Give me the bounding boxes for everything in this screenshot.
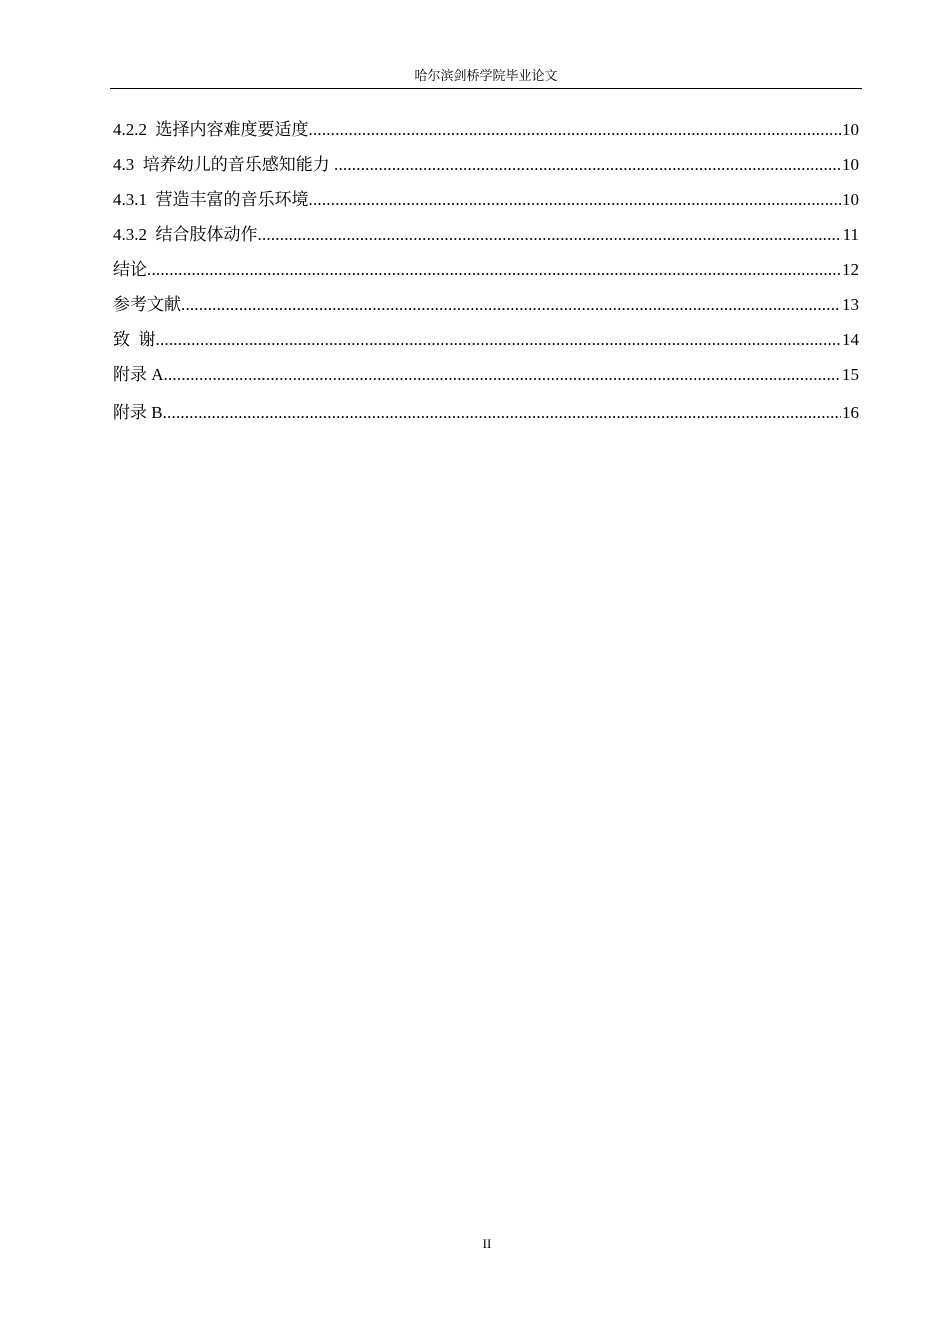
toc-entry-page: 13 (842, 295, 859, 314)
toc-entry-4-3-1[interactable] (113, 186, 859, 221)
toc-entry-title: 4.2.2 选择内容难度要适度 (113, 120, 309, 139)
toc-dot-leader (181, 291, 841, 319)
toc-entry-4-3-2[interactable] (113, 221, 859, 256)
toc-entry-title: 结论 (113, 260, 147, 279)
toc-entry-acknowledgements[interactable] (113, 326, 859, 361)
toc-entry-appendix-b[interactable] (113, 399, 859, 434)
toc-entry-conclusion[interactable] (113, 256, 859, 291)
toc-dot-leader (334, 151, 841, 179)
toc-entry-page: 10 (842, 120, 859, 139)
running-header: 哈尔滨剑桥学院毕业论文 (414, 68, 558, 83)
toc-dot-leader (258, 221, 842, 249)
toc-entry-title: 附录 B (113, 403, 163, 422)
toc-entry-title: 4.3.2 结合肢体动作 (113, 225, 258, 244)
toc-entry-title: 附录 A (113, 365, 164, 384)
toc-entry-appendix-a[interactable] (113, 361, 859, 396)
toc-entry-references[interactable] (113, 291, 859, 326)
toc-entry-page: 14 (842, 330, 859, 349)
toc-entry-page: 10 (842, 155, 859, 174)
toc-entry-4-2-2[interactable] (113, 116, 859, 151)
toc-dot-leader (156, 326, 842, 354)
toc-entry-page: 11 (842, 225, 859, 244)
toc-dot-leader (147, 256, 841, 284)
toc-entry-title: 参考文献 (113, 295, 181, 314)
table-of-contents (113, 116, 859, 434)
toc-dot-leader (309, 186, 842, 214)
page-number: II (482, 1236, 492, 1251)
toc-entry-page: 15 (842, 365, 859, 384)
toc-entry-page: 12 (842, 260, 859, 279)
toc-entry-title: 致 谢 (113, 330, 156, 349)
toc-entry-4-3[interactable] (113, 151, 859, 186)
toc-entry-title: 4.3.1 营造丰富的音乐环境 (113, 190, 309, 209)
toc-dot-leader (309, 116, 842, 144)
toc-entry-page: 10 (842, 190, 859, 209)
toc-entry-page: 16 (842, 403, 859, 422)
header-rule (110, 88, 862, 89)
toc-dot-leader (163, 399, 841, 427)
toc-dot-leader (164, 361, 841, 389)
toc-entry-title: 4.3 培养幼儿的音乐感知能力 (113, 155, 334, 174)
